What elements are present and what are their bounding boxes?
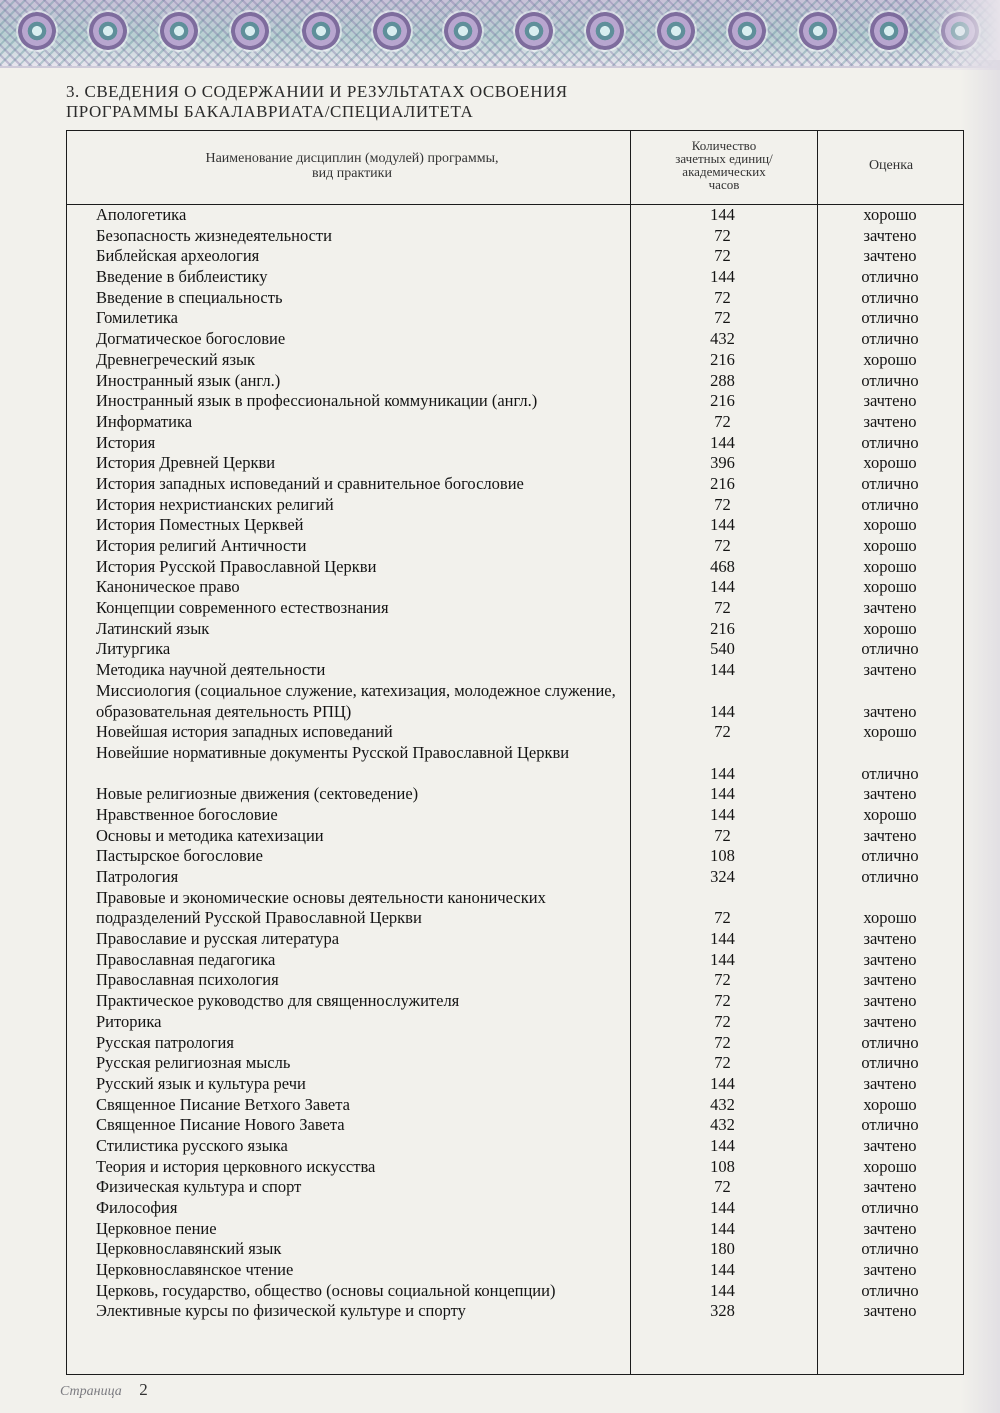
table-row — [66, 888, 964, 929]
table-row — [66, 329, 964, 350]
table-row — [66, 1219, 964, 1240]
table-row — [66, 433, 964, 454]
table-row — [66, 308, 964, 329]
discipline-name: Церковное пение — [96, 1218, 217, 1238]
table-row — [66, 226, 964, 247]
discipline-name: История религий Античности — [96, 536, 307, 555]
credit-hours: 144 — [710, 515, 735, 535]
table-row — [66, 1281, 964, 1302]
table-row — [66, 681, 964, 722]
credit-hours: 144 — [710, 1073, 735, 1093]
discipline-name: Информатика — [96, 411, 193, 431]
credit-hours: 144 — [710, 1198, 735, 1218]
rosette-ornament — [515, 12, 553, 50]
rosette-ornament — [302, 12, 340, 50]
rosette-ornament — [89, 12, 127, 50]
rosette-ornament — [586, 12, 624, 50]
grade: зачтено — [863, 1135, 917, 1155]
page-edge-shadow — [960, 60, 1000, 1413]
credit-hours: 72 — [714, 536, 731, 555]
discipline-name: Гомилетика — [96, 308, 178, 328]
discipline-name: Древнегреческий язык — [96, 349, 256, 369]
column-header-qty-line3: академических — [682, 164, 766, 179]
rosette-ornament — [18, 12, 56, 50]
discipline-name: История — [96, 432, 156, 452]
discipline-name: Православие и русская литература — [96, 929, 340, 949]
credit-hours: 144 — [710, 1218, 735, 1238]
grade: хорошо — [863, 577, 917, 597]
grade: отлично — [861, 473, 919, 493]
table-row — [66, 515, 964, 536]
credit-hours: 144 — [710, 763, 735, 783]
table-row — [66, 536, 964, 557]
credit-hours: 144 — [710, 949, 735, 969]
grade: хорошо — [863, 1094, 917, 1114]
credit-hours: 540 — [710, 639, 735, 659]
discipline-name: Православная психология — [96, 970, 279, 990]
grade: хорошо — [863, 722, 917, 742]
grade: хорошо — [863, 515, 917, 535]
discipline-name: Физическая культура и спорт — [96, 1177, 302, 1197]
table-row — [66, 598, 964, 619]
credit-hours: 72 — [714, 991, 731, 1011]
discipline-name: Риторика — [96, 1011, 162, 1031]
credit-hours: 72 — [714, 246, 731, 266]
credit-hours: 328 — [710, 1301, 735, 1321]
page-number: 2 — [139, 1380, 148, 1399]
credit-hours: 72 — [714, 308, 731, 328]
grade: зачтено — [863, 246, 917, 266]
table-body — [66, 205, 964, 1322]
credit-hours: 396 — [710, 453, 735, 473]
grade: зачтено — [863, 391, 917, 411]
credit-hours: 144 — [710, 267, 735, 287]
credit-hours: 216 — [710, 618, 735, 638]
credit-hours: 72 — [714, 1177, 731, 1197]
table-row — [66, 991, 964, 1012]
discipline-name: Русская патрология — [96, 1032, 234, 1052]
grade: хорошо — [863, 556, 917, 576]
discipline-name: История нехристианских религий — [96, 494, 334, 514]
rosette-ornament — [728, 12, 766, 50]
table-row — [66, 1074, 964, 1095]
grade: зачтено — [863, 1011, 917, 1031]
discipline-name: История Поместных Церквей — [96, 515, 304, 535]
credit-hours: 432 — [710, 1094, 735, 1114]
section-heading-line1: 3. СВЕДЕНИЯ О СОДЕРЖАНИИ И РЕЗУЛЬТАТАХ ОСВОЕНИЯ — [66, 82, 568, 101]
discipline-name: Новые религиозные движения (сектоведение) — [96, 784, 419, 804]
credit-hours: 108 — [710, 1156, 735, 1176]
grade: хорошо — [863, 618, 917, 638]
table-row — [66, 743, 964, 784]
grade: зачтено — [863, 970, 917, 990]
discipline-name: Патрология — [96, 867, 179, 887]
grade: отлично — [861, 287, 919, 307]
discipline-name: Иностранный язык (англ.) — [96, 370, 281, 390]
table-row — [66, 453, 964, 474]
discipline-name: История Древней Церкви — [96, 453, 276, 473]
discipline-name: Священное Писание Нового Завета — [96, 1115, 345, 1135]
discipline-name: Новейшие нормативные документы Русской Православной Церкви — [96, 742, 570, 762]
table-row — [66, 722, 964, 743]
discipline-name: Апологетика — [96, 205, 187, 224]
credit-hours: 216 — [710, 473, 735, 493]
credit-hours: 72 — [714, 722, 731, 742]
discipline-name: Новейшая история западных исповеданий — [96, 722, 393, 742]
grade: отлично — [861, 1053, 919, 1073]
grade: хорошо — [863, 1156, 917, 1176]
discipline-name: Безопасность жизнедеятельности — [96, 225, 332, 245]
discipline-name: Основы и методика катехизации — [96, 825, 324, 845]
discipline-name: Концепции современного естествознания — [96, 598, 389, 618]
discipline-name: Библейская археология — [96, 246, 260, 266]
discipline-name: Методика научной деятельности — [96, 660, 326, 680]
grade: отлично — [861, 763, 919, 783]
credit-hours: 324 — [710, 867, 735, 887]
credit-hours: 72 — [714, 411, 731, 431]
credit-hours: 72 — [714, 598, 731, 618]
grade: зачтено — [863, 825, 917, 845]
page-footer — [60, 1380, 148, 1400]
table-row — [66, 867, 964, 888]
table-row — [66, 1301, 964, 1322]
rosette-ornament — [657, 12, 695, 50]
table-row — [66, 1157, 964, 1178]
table-row — [66, 929, 964, 950]
discipline-name: Введение в специальность — [96, 287, 283, 307]
rosette-ornament — [160, 12, 198, 50]
discipline-name: Практическое руководство для священнослужителя — [96, 991, 460, 1011]
grade: отлично — [861, 432, 919, 452]
grade: хорошо — [863, 349, 917, 369]
grade: зачтено — [863, 991, 917, 1011]
discipline-name: Латинский язык — [96, 618, 210, 638]
table-row — [66, 205, 964, 226]
decorative-banner — [0, 0, 1000, 68]
table-row — [66, 805, 964, 826]
credit-hours: 432 — [710, 1115, 735, 1135]
grade: зачтено — [863, 1301, 917, 1321]
grade: зачтено — [863, 598, 917, 618]
table-row — [66, 1260, 964, 1281]
table-row — [66, 557, 964, 578]
table-row — [66, 246, 964, 267]
grade: зачтено — [863, 411, 917, 431]
credit-hours: 144 — [710, 1280, 735, 1300]
grade: зачтено — [863, 929, 917, 949]
rosette-ornament — [444, 12, 482, 50]
grade: хорошо — [863, 453, 917, 473]
grade: зачтено — [863, 701, 917, 721]
grade: отлично — [861, 308, 919, 328]
discipline-name: Русская религиозная мысль — [96, 1053, 291, 1073]
table-row — [66, 495, 964, 516]
discipline-name: Церковнославянское чтение — [96, 1260, 294, 1280]
table-row — [66, 1198, 964, 1219]
discipline-name: Введение в библеистику — [96, 267, 268, 287]
table-row — [66, 1136, 964, 1157]
column-header-qty-line4: часов — [708, 177, 740, 192]
discipline-name: Философия — [96, 1198, 178, 1218]
grade: отлично — [861, 639, 919, 659]
table-row — [66, 288, 964, 309]
credit-hours: 144 — [710, 1135, 735, 1155]
grade: отлично — [861, 1280, 919, 1300]
credit-hours: 72 — [714, 287, 731, 307]
grade: отлично — [861, 846, 919, 866]
grade: отлично — [861, 1198, 919, 1218]
credit-hours: 72 — [714, 1032, 731, 1052]
grade: отлично — [861, 1115, 919, 1135]
table-row — [66, 474, 964, 495]
credit-hours: 288 — [710, 370, 735, 390]
credit-hours: 144 — [710, 660, 735, 680]
grade: отлично — [861, 867, 919, 887]
table-row — [66, 1239, 964, 1260]
grade: хорошо — [863, 804, 917, 824]
column-header-qty-line1: Количество — [691, 138, 757, 153]
section-heading-line2: ПРОГРАММЫ БАКАЛАВРИАТА/СПЕЦИАЛИТЕТА — [66, 102, 474, 121]
discipline-name: Правовые и экономические основы деятельности канонических подразделений Русской Православной Церкви — [96, 887, 546, 928]
table-row — [66, 371, 964, 392]
credit-hours: 144 — [710, 432, 735, 452]
credit-hours: 144 — [710, 577, 735, 597]
discipline-name: Теория и история церковного искусства — [96, 1156, 376, 1176]
column-header-name — [127, 151, 577, 181]
credit-hours: 72 — [714, 825, 731, 845]
discipline-name: История западных исповеданий и сравнительное богословие — [96, 473, 524, 493]
rosette-ornament — [870, 12, 908, 50]
table-row — [66, 267, 964, 288]
credit-hours: 144 — [710, 804, 735, 824]
credit-hours: 72 — [714, 494, 731, 514]
rosette-ornament — [373, 12, 411, 50]
discipline-name: Церковнославянский язык — [96, 1239, 282, 1259]
discipline-name: Церковь, государство, общество (основы социальной концепции) — [96, 1280, 556, 1300]
table-row — [66, 1053, 964, 1074]
column-header-qty — [632, 139, 816, 191]
discipline-name: История Русской Православной Церкви — [96, 556, 377, 576]
grade: зачтено — [863, 1218, 917, 1238]
table-row — [66, 577, 964, 598]
table-row — [66, 970, 964, 991]
column-header-name-line2: вид практики — [312, 166, 392, 181]
table-row — [66, 1012, 964, 1033]
grade: отлично — [861, 267, 919, 287]
column-header-grade: Оценка — [868, 158, 914, 173]
grade: отлично — [861, 494, 919, 514]
discipline-name: Стилистика русского языка — [96, 1135, 288, 1155]
page-label: Страница — [60, 1384, 122, 1399]
grade: зачтено — [863, 660, 917, 680]
rosette-ornament — [799, 12, 837, 50]
discipline-name: Литургика — [96, 639, 171, 659]
grade: отлично — [861, 1032, 919, 1052]
credit-hours: 72 — [714, 225, 731, 245]
credit-hours: 180 — [710, 1239, 735, 1259]
table-row — [66, 1033, 964, 1054]
grade: хорошо — [863, 536, 917, 555]
table-row — [66, 639, 964, 660]
grade: зачтено — [863, 1177, 917, 1197]
grade: отлично — [861, 1239, 919, 1259]
discipline-name: Каноническое право — [96, 577, 240, 597]
discipline-name: Догматическое богословие — [96, 329, 286, 349]
credit-hours: 468 — [710, 556, 735, 576]
discipline-name: Русский язык и культура речи — [96, 1073, 306, 1093]
discipline-name: Элективные курсы по физической культуре и спорту — [96, 1301, 466, 1321]
column-header-name-line1: Наименование дисциплин (модулей) программы, — [205, 151, 499, 166]
rosette-pattern — [18, 12, 979, 50]
credit-hours: 144 — [710, 701, 735, 721]
credit-hours: 72 — [714, 970, 731, 990]
table-row — [66, 619, 964, 640]
section-heading — [66, 82, 666, 122]
table-row — [66, 660, 964, 681]
discipline-name: Иностранный язык в профессиональной коммуникации (англ.) — [96, 391, 538, 411]
discipline-name: Священное Писание Ветхого Завета — [96, 1094, 350, 1114]
credit-hours: 144 — [710, 929, 735, 949]
grade: отлично — [861, 370, 919, 390]
grade: зачтено — [863, 1260, 917, 1280]
grade: хорошо — [863, 908, 917, 928]
discipline-name: Нравственное богословие — [96, 804, 278, 824]
grade: хорошо — [863, 205, 917, 224]
credit-hours: 144 — [710, 1260, 735, 1280]
credit-hours: 216 — [710, 349, 735, 369]
credit-hours: 144 — [710, 205, 735, 224]
table-row — [66, 1177, 964, 1198]
grade: отлично — [861, 329, 919, 349]
credit-hours: 108 — [710, 846, 735, 866]
discipline-name: Православная педагогика — [96, 949, 276, 969]
table-row — [66, 1095, 964, 1116]
table-row — [66, 784, 964, 805]
table-row — [66, 350, 964, 371]
credit-hours: 216 — [710, 391, 735, 411]
table-row — [66, 826, 964, 847]
grade: зачтено — [863, 1073, 917, 1093]
table-row — [66, 391, 964, 412]
grade: зачтено — [863, 784, 917, 804]
credit-hours: 432 — [710, 329, 735, 349]
credit-hours: 144 — [710, 784, 735, 804]
column-header-qty-line2: зачетных единиц/ — [675, 151, 773, 166]
grade: зачтено — [863, 225, 917, 245]
table-row — [66, 846, 964, 867]
credit-hours: 72 — [714, 1053, 731, 1073]
table-row — [66, 412, 964, 433]
credit-hours: 72 — [714, 908, 731, 928]
table-row — [66, 950, 964, 971]
rosette-ornament — [231, 12, 269, 50]
grade: зачтено — [863, 949, 917, 969]
discipline-name: Миссиология (социальное служение, катехизация, молодежное служение, образовательная деятельность РПЦ) — [96, 680, 616, 721]
credit-hours: 72 — [714, 1011, 731, 1031]
discipline-name: Пастырское богословие — [96, 846, 263, 866]
table-row — [66, 1115, 964, 1136]
